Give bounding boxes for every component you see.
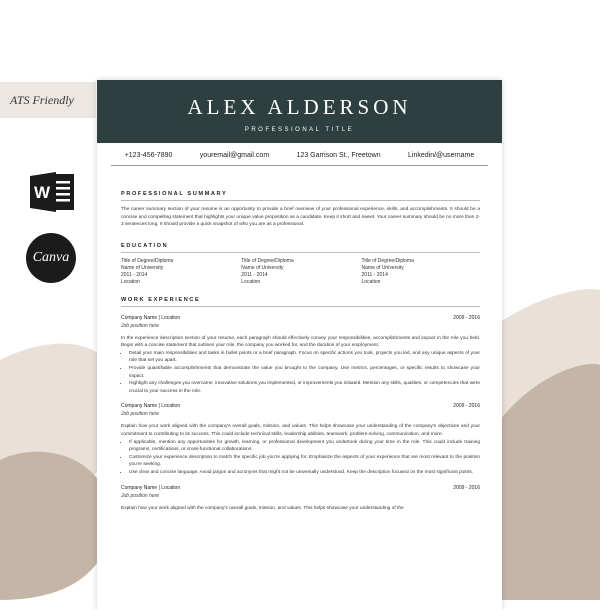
job-dates: 2009 - 2016 [453, 403, 480, 410]
word-icon [30, 170, 76, 214]
job-position: Job position here [121, 492, 160, 499]
education-years: 2011 - 2014 [361, 272, 388, 279]
job-bullets [121, 439, 480, 477]
job-bullet: • Use clear and concise language. Avoid jargon and acronyms that might not be universally understood. Keep the description focused on the most significant points. [129, 469, 480, 477]
education-location: Location [121, 279, 140, 286]
work-heading: WORK EXPERIENCE [121, 297, 480, 307]
resume-header [97, 80, 502, 143]
job-description: Explain how your work aligned with the company's overall goals, mission, and values. This helps showcase your understanding of the company's objectives and your commitment to contributing to its success. This could include technical skills, leadership abilities, teamwork, problem-solving, communication, and more. [121, 424, 480, 437]
education-years: 2011 - 2014 [121, 272, 148, 279]
education-years: 2011 - 2014 [241, 272, 268, 279]
ats-friendly-label: ATS Friendly [10, 92, 74, 107]
job-company: Company Name | Location [121, 484, 181, 491]
resume-body [97, 191, 502, 512]
job-entry [121, 485, 480, 513]
education-section [121, 243, 480, 287]
svg-text:W: W [33, 183, 51, 202]
education-item [121, 258, 239, 287]
job-bullet: • Provide quantifiable accomplishments that demonstrate the value you brought to the company. Use metrics, percentages, or specific results to showcase your impact. [129, 365, 480, 380]
resume-name: ALEX ALDERSON [187, 95, 412, 119]
education-heading: EDUCATION [121, 243, 480, 253]
job-description: Explain how your work aligned with the company's overall goals, mission, and values. This helps showcase your understanding of the [121, 505, 404, 511]
contact-address: 123 Garrison St., Freetown [296, 152, 381, 159]
summary-text: The career summary section of your resume is an opportunity to provide a brief overview of your professional experience, skills, and accomplishments. It should be a concise and compelling statement that highlights your unique value proposition as a candidate. Keep it short and sweet. Your career summary should be no more than 2-3 sentences long. It should provide a quick snapshot of who you are as a professional. [121, 207, 480, 228]
resume-preview [97, 80, 502, 610]
job-bullets [121, 350, 480, 396]
education-university: Name of University [241, 264, 284, 271]
job-description: In the experience description section of your resume, each paragraph should effectively convey your responsibilities, accomplishments and impact in the role you held. Begin with a concise statement that outlines your role, the company you worked for, and the duration of your employment. [121, 335, 480, 349]
job-bullet: • Detail your main responsibilities and tasks in bullet points or a brief paragraph. Focus on specific actions you took, projects you led, and any unique aspects of your role that set you apart. [129, 350, 480, 365]
education-location: Location [241, 279, 261, 286]
job-position: Job position here [121, 322, 160, 329]
work-section [121, 297, 480, 513]
education-degree: Title of Degree/Diploma [241, 257, 294, 264]
education-degree: Title of Degree/Diploma [121, 257, 174, 264]
job-company: Company Name | Location [121, 314, 181, 321]
education-degree: Title of Degree/Diploma [361, 257, 414, 264]
education-university: Name of University [121, 264, 164, 271]
canva-icon [26, 233, 76, 283]
summary-section [121, 191, 480, 229]
job-entry [121, 315, 480, 396]
ats-friendly-badge [0, 82, 96, 118]
resume-title: PROFESSIONAL TITLE [244, 127, 355, 133]
summary-heading: PROFESSIONAL SUMMARY [121, 191, 480, 201]
job-dates: 2009 - 2016 [453, 484, 480, 491]
job-company: Company Name | Location [121, 403, 181, 410]
canva-label: Canva [32, 250, 70, 265]
contact-phone: +123-456-7890 [124, 152, 173, 159]
contact-email: youremail@gmail.com [199, 152, 270, 159]
education-item [241, 258, 359, 287]
education-location: Location [361, 279, 381, 286]
contact-linkedin: Linkedin/@username [408, 152, 475, 159]
education-item [362, 258, 480, 287]
job-bullet: • Customize your experience description to match the specific job you're applying for. Emphasize the aspects of your experience that are most relevant to the position you're seeking. [129, 454, 480, 469]
job-bullet: • Highlight any challenges you overcame, innovative solutions you implemented, or improvements you initiated. Mention any skills, qualities, or competencies that were crucial to your success in the role. [129, 380, 480, 395]
job-position: Job position here [121, 411, 160, 418]
education-university: Name of University [361, 264, 404, 271]
job-dates: 2009 - 2016 [453, 314, 480, 321]
contact-bar [111, 152, 488, 166]
job-bullet: • If applicable, mention any opportunities for growth, learning, or professional development you undertook during your time in the role. This could include training programs, certifications, or cross-functional collaborations. [129, 439, 480, 454]
job-entry [121, 403, 480, 476]
